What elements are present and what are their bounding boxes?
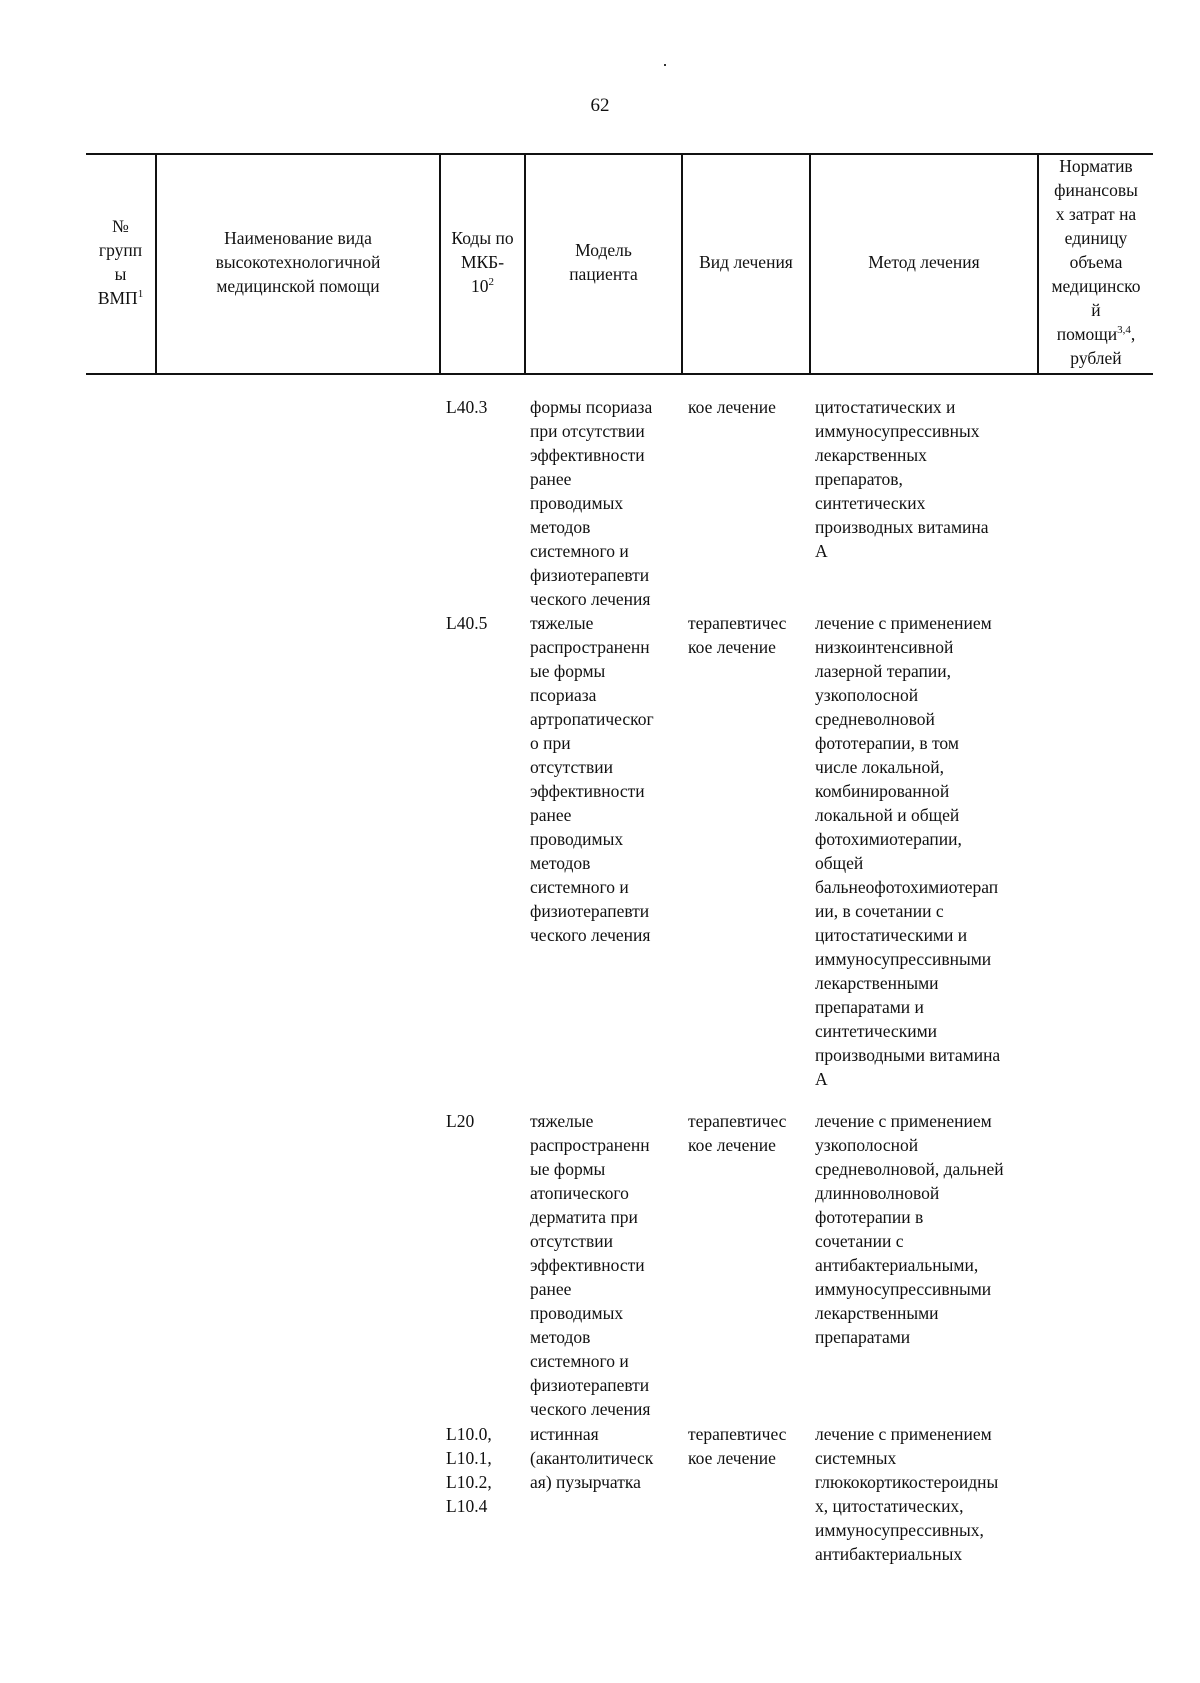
row-treatment-kind: терапевтичес кое лечение [688, 613, 787, 657]
row-treatment-kind: кое лечение [688, 397, 776, 417]
row-treatment-method: цитостатических и иммуносупрессивных лекарственных препаратов, синтетических производных витамина А [815, 397, 989, 561]
row-patient-model: истинная (акантолитическ ая) пузырчатка [530, 1424, 654, 1492]
scan-dot [664, 64, 666, 66]
header-treatment-method: Метод лечения [868, 252, 980, 272]
row-icd-code: L40.5 [446, 613, 488, 633]
header-group-number: № групп ы ВМП$^1$ [97, 216, 144, 308]
row-patient-model: тяжелые распространенн ые формы псориаза артропатическог о при отсутствии эффективности ранее проводимых методов системного и физиотерапевти ческого лечения [530, 613, 654, 945]
row-treatment-kind: терапевтичес кое лечение [688, 1111, 787, 1155]
row-patient-model: формы псориаза при отсутствии эффективности ранее проводимых методов системного и физиотерапевти ческого лечения [530, 397, 653, 609]
header-patient-model: Модель пациента [569, 240, 638, 284]
row-treatment-method: лечение с применением узкополосной средневолновой, дальней длинноволновой фототерапии в сочетании с антибактериальными, иммуносупрессивными лекарственными препаратами [815, 1111, 1004, 1347]
row-icd-code: L10.0, L10.1, L10.2, L10.4 [446, 1424, 492, 1516]
header-icd-codes: Коды по МКБ- $10^2$ [451, 228, 514, 296]
header-care-name: Наименование вида высокотехнологичной медицинской помощи [215, 228, 381, 296]
row-treatment-kind: терапевтичес кое лечение [688, 1424, 787, 1468]
row-icd-code: L20 [446, 1111, 475, 1131]
row-patient-model: тяжелые распространенн ые формы атопического дерматита при отсутствии эффективности ранее проводимых методов системного и физиотерапевти ческого лечения [530, 1111, 651, 1419]
header-cost-norm: Норматив финансовы х затрат на единицу объема медицинско й помощи$^{3,4}$, рублей [1051, 156, 1141, 368]
row-icd-code: L40.3 [446, 397, 488, 417]
row-treatment-method: лечение с применением низкоинтенсивной лазерной терапии, узкополосной средневолновой фототерапии, в том числе локальной, комбинированной локальной и общей фотохимиотерапии, общей бальнеофотохимиотерап ии, в сочетании с цитостатическими и иммуносупрессивными лекарственными препаратами и синтетическими производными витамина А [815, 613, 1001, 1089]
row-treatment-method: лечение с применением системных глюкокортикостероидны х, цитостатических, иммуносупрессивных, антибактериальных [815, 1424, 999, 1564]
header-treatment-kind: Вид лечения [699, 252, 793, 272]
page-number: 62 [590, 95, 610, 116]
